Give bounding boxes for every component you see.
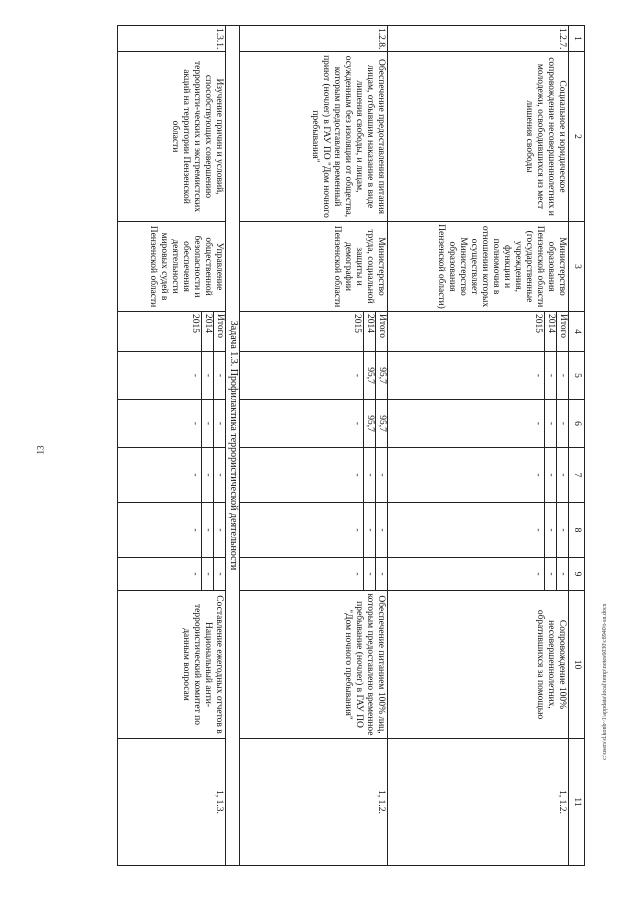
col-header-11: 11 — [569, 739, 585, 866]
task-heading-row — [226, 26, 240, 866]
value-cell: - — [202, 558, 214, 591]
value-cell: - — [202, 503, 214, 558]
footer-file-path: c:\users\d.konb~1\appdata\local\temp\notes6030\c8940\t-sn.docx — [602, 603, 608, 760]
value-cell: - — [240, 352, 364, 400]
year-cell: Итого — [214, 312, 226, 352]
value-cell: - — [545, 352, 557, 400]
col-header-4: 4 — [569, 312, 585, 352]
link-text: 1, 1.2. — [240, 739, 388, 866]
value-cell: - — [214, 352, 226, 400]
page-number: 13 — [35, 445, 46, 455]
activity-text: Социальное и юридическое сопровождение несовершеннолетних и молодежи, освободившихся из мест лишения свободы — [388, 52, 569, 222]
table-row-1-2-8 — [376, 26, 388, 866]
value-cell: - — [376, 503, 388, 558]
year-cell: Итого — [557, 312, 569, 352]
value-cell: - — [557, 352, 569, 400]
value-cell: - — [388, 352, 545, 400]
col-header-8: 8 — [569, 503, 585, 558]
year-cell: 2014 — [364, 312, 376, 352]
result-text: Обеспечение питанием 100% лиц, которым предоставлено временное пребывание (ночлег) в ГАУ ПО "Дом ночного пребывания" — [240, 591, 388, 739]
value-cell: 95,7 — [376, 352, 388, 400]
col-header-6: 6 — [569, 400, 585, 448]
col-header-5: 5 — [569, 352, 585, 400]
value-cell: - — [202, 352, 214, 400]
value-cell: - — [240, 558, 364, 591]
col-header-3: 3 — [569, 222, 585, 312]
col-header-2: 2 — [569, 52, 585, 222]
value-cell: - — [118, 448, 202, 503]
value-cell: - — [214, 503, 226, 558]
row-number: 1.3.1. — [118, 26, 226, 52]
value-cell: - — [240, 503, 364, 558]
value-cell: - — [557, 400, 569, 448]
value-cell: - — [364, 558, 376, 591]
year-cell: 2014 — [202, 312, 214, 352]
value-cell: 95,7 — [364, 352, 376, 400]
value-cell: - — [388, 558, 545, 591]
value-cell: - — [557, 448, 569, 503]
value-cell: - — [557, 503, 569, 558]
value-cell: 95,7 — [364, 400, 376, 448]
year-cell: 2015 — [388, 312, 545, 352]
col-header-10: 10 — [569, 591, 585, 739]
col-header-1: 1 — [569, 26, 585, 52]
result-text: Составление ежегодных отчетов в Национальный анти-террористический комитет по данным вопросам — [118, 591, 226, 739]
value-cell: - — [545, 503, 557, 558]
value-cell: - — [545, 558, 557, 591]
link-text: 1, 1.2. — [388, 739, 569, 866]
program-activities-table — [117, 25, 585, 866]
year-cell: Итого — [376, 312, 388, 352]
value-cell: - — [240, 448, 364, 503]
value-cell: - — [118, 558, 202, 591]
year-cell: 2015 — [118, 312, 202, 352]
value-cell: - — [557, 558, 569, 591]
value-cell: - — [202, 448, 214, 503]
column-header-row — [569, 26, 585, 866]
value-cell: - — [364, 503, 376, 558]
value-cell: - — [214, 448, 226, 503]
value-cell: - — [118, 400, 202, 448]
activity-text: Изучение причин и условий, способствующих совершению террористи-ческих и экстремистских акций на территории Пензенской области — [118, 52, 226, 222]
value-cell: - — [376, 448, 388, 503]
executor-text: Управление общественной безопасности и обеспечения деятельности мировых судей в Пензенской области — [118, 222, 226, 312]
activity-text: Обеспечение предоставления питания лицам, отбывшим наказание в виде лишения свободы, и лицам, осужденным без изоляции от общества, которым предоставлен временный приют (ночлег) в ГАУ ПО "Дом ночного пребывания" — [240, 52, 388, 222]
value-cell: - — [376, 558, 388, 591]
value-cell: - — [240, 400, 364, 448]
value-cell: - — [364, 448, 376, 503]
value-cell: - — [545, 448, 557, 503]
value-cell: - — [388, 400, 545, 448]
value-cell: - — [214, 400, 226, 448]
value-cell: 95,7 — [376, 400, 388, 448]
executor-text: Министерство труда, социальной защиты и демографии Пензенской области — [240, 222, 388, 312]
col-header-7: 7 — [569, 448, 585, 503]
row-number: 1.2.7. — [388, 26, 569, 52]
value-cell: - — [388, 448, 545, 503]
link-text: 1, 1.3. — [118, 739, 226, 866]
year-cell: 2014 — [545, 312, 557, 352]
col-header-9: 9 — [569, 558, 585, 591]
value-cell: - — [118, 503, 202, 558]
value-cell: - — [388, 503, 545, 558]
table-row-1-2-7 — [557, 26, 569, 866]
year-cell: 2015 — [240, 312, 364, 352]
value-cell: - — [214, 558, 226, 591]
executor-text: Министерство образования Пензенской области (государственные учреждения, функции и полномочия в отношении которых осуществляет Министерство образования Пензенской области) — [388, 222, 569, 312]
table-row-1-3-1 — [214, 26, 226, 866]
value-cell: - — [545, 400, 557, 448]
result-text: Сопровождение 100% несовершеннолетних, обратившихся за помощью — [388, 591, 569, 739]
task-heading: Задача 1.3. Профилактика террористической деятельности — [226, 26, 240, 866]
rotated-table-container — [90, 25, 585, 865]
value-cell: - — [202, 400, 214, 448]
row-number: 1.2.8. — [240, 26, 388, 52]
value-cell: - — [118, 352, 202, 400]
